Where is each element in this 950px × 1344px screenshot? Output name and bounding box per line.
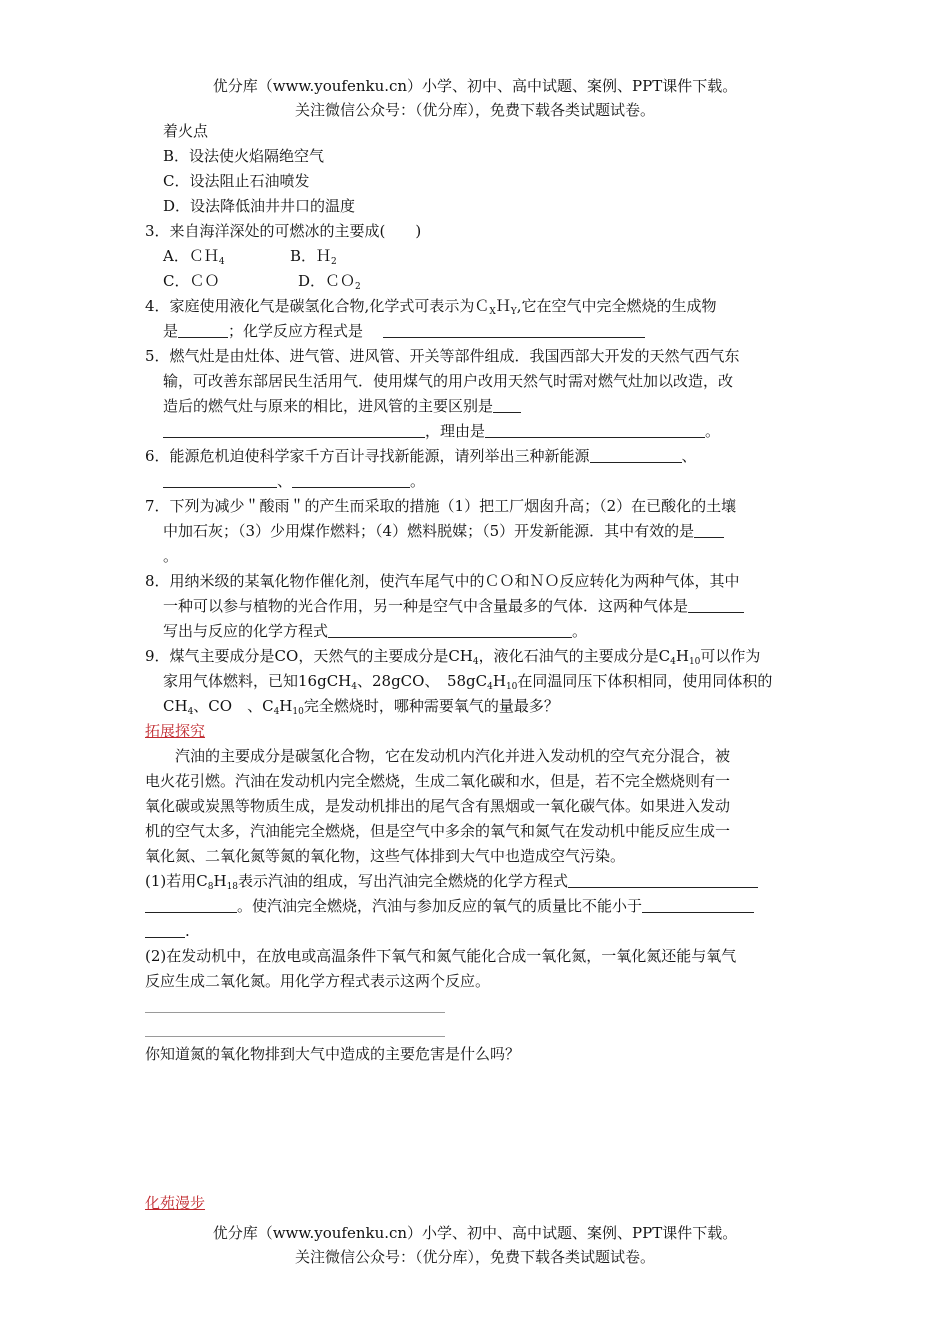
extension-para-line-1: 汽油的主要成分是碳氢化合物，它在发动机内汽化并进入发动机的空气充分混合，被 [175, 747, 731, 765]
section-title-extension: 拓展探究 [145, 722, 206, 740]
footer-line-1: 优分库（www.youfenku.cn）小学、初中、高中试题、案例、PPT课件下载。 [212, 1224, 738, 1242]
q5-blank-difference[interactable] [493, 396, 521, 413]
q6-blank-energy-2[interactable] [163, 471, 277, 488]
q4-blank-equation[interactable] [383, 321, 645, 338]
q8-line-3: 写出与反应的化学方程式 。 [163, 622, 588, 640]
extension-q1-line-2: 。使汽油完全燃烧，汽油与参加反应的氧气的质量比不能小于 [145, 895, 754, 917]
q8-blank-gases[interactable] [688, 596, 744, 613]
q2-option-b: B．设法使火焰隔绝空气 [163, 147, 325, 165]
q9-line-1: 9．煤气主要成分是CO，天然气的主要成分是$CH_4$，液化石油气的主要成分是$C_4H_{10}$可以作为 [145, 647, 761, 667]
q8-line-1: 8．用纳米级的某氧化物作催化剂，使汽车尾气中的ＣＯ和ＮＯ反应转化为两种气体，其中 [145, 572, 740, 590]
q7-blank-answer[interactable] [694, 521, 724, 538]
q5-line-4: ，理由是 。 [163, 420, 720, 442]
q7-line-3: 。 [163, 547, 179, 565]
q5-blank-difference-cont[interactable] [163, 421, 425, 438]
q6-line-2: 、 。 [163, 470, 425, 492]
q5-blank-reason[interactable] [485, 421, 705, 438]
q5-line-3: 造后的燃气灶与原来的相比，进风管的主要区别是 [163, 395, 521, 417]
q3-option-c: C．ＣＯ [163, 272, 220, 290]
q4-blank-products[interactable] [178, 321, 228, 338]
q6-blank-energy-3[interactable] [292, 471, 410, 488]
q3-option-b: B．Ｈ$_2$ [290, 247, 337, 267]
q9-line-3: $CH_4$、CO 、$C_4H_{10}$完全燃烧时，哪种需要氧气的量最多？ [163, 697, 559, 717]
extension-para-line-3: 氧化碳或炭黑等物质生成，是发动机排出的尾气含有黑烟或一氧化碳气体。如果进入发动 [145, 797, 731, 815]
extension-q1-blank-equation[interactable] [568, 871, 758, 888]
q8-blank-equation[interactable] [328, 621, 572, 638]
q7-line-1: 7．下列为减少＂酸雨＂的产生而采取的措施（1）把工厂烟囱升高；（2）在已酸化的土壤 [145, 497, 737, 515]
extension-q1-line-3: . [145, 920, 190, 942]
extension-para-line-2: 电火花引燃。汽油在发动机内完全燃烧，生成二氧化碳和水，但是，若不完全燃烧则有一 [145, 772, 731, 790]
extension-para-line-4: 机的空气太多，汽油能完全燃烧，但是空气中多余的氧气和氮气在发动机中能反应生成一 [145, 822, 731, 840]
extension-q2-line-2: 反应生成二氧化氮。用化学方程式表示这两个反应。 [145, 972, 491, 990]
extension-q1-line-1: (1)若用$C_8H_{18}$表示汽油的组成，写出汽油完全燃烧的化学方程式 [145, 870, 758, 898]
q5-line-2: 输，可改善东部居民生活用气．使用煤气的用户改用天然气时需对燃气灶加以改造，改 [163, 372, 734, 390]
q2-option-d: D．设法降低油井井口的温度 [163, 197, 356, 215]
q9-line-2: 家用气体燃料，已知16gCH$_4$、28gCO、 $58gC_4H_{10}$在同温同压下体积相同，使用同体积的 [163, 672, 773, 692]
q4-line-1: 4．家庭使用液化气是碳氢化合物,化学式可表示为Ｃ$_X$Ｈ$_Y$,它在空气中完全燃烧的生成物 [145, 297, 717, 317]
q3-option-d: D．ＣＯ$_2$ [298, 272, 361, 292]
header-line-1: 优分库（www.youfenku.cn）小学、初中、高中试题、案例、PPT课件下载。 [212, 77, 738, 95]
extension-q1-blank-ratio-cont[interactable] [145, 921, 185, 938]
q3-option-a: A．ＣＨ$_4$ [163, 247, 225, 267]
section-title-chemistry-walk: 化苑漫步 [145, 1194, 206, 1212]
q2-option-c: C．设法阻止石油喷发 [163, 172, 310, 190]
extension-q1-blank-ratio[interactable] [642, 896, 754, 913]
extension-q2-line-1: (2)在发动机中，在放电或高温条件下氧气和氮气能化合成一氧化氮，一氧化氮还能与氧气 [145, 947, 737, 965]
q4-line-2: 是 ；化学反应方程式是 [163, 320, 645, 342]
extension-question: 你知道氮的氧化物排到大气中造成的主要危害是什么吗？ [145, 1045, 521, 1063]
q5-line-1: 5．燃气灶是由灶体、进气管、进风管、开关等部件组成．我国西部大开发的天然气西气东 [145, 347, 740, 365]
q8-line-2: 一种可以参与植物的光合作用，另一种是空气中含量最多的气体．这两种气体是 [163, 595, 744, 617]
footer-line-2: 关注微信公众号：（优分库），免费下载各类试题试卷。 [294, 1248, 655, 1266]
q6-blank-energy-1[interactable] [590, 446, 682, 463]
answer-line-1[interactable] [145, 1012, 445, 1013]
q7-line-2: 中加石灰；（3）少用煤作燃料；（4）燃料脱媒；（5）开发新能源．其中有效的是 [163, 520, 724, 542]
header-line-2: 关注微信公众号：（优分库），免费下载各类试题试卷。 [294, 101, 655, 119]
extension-para-line-5: 氧化氮、二氧化氮等氮的氧化物，这些气体排到大气中也造成空气污染。 [145, 847, 626, 865]
answer-line-2[interactable] [145, 1036, 445, 1037]
q6-line-1: 6．能源危机迫使科学家千方百计寻找新能源，请列举出三种新能源 、 [145, 447, 697, 465]
q3-stem: 3．来自海洋深处的可燃冰的主要成( ) [145, 222, 422, 240]
extension-q1-blank-equation-cont[interactable] [145, 896, 237, 913]
q2-option-a-tail: 着火点 [163, 122, 209, 140]
